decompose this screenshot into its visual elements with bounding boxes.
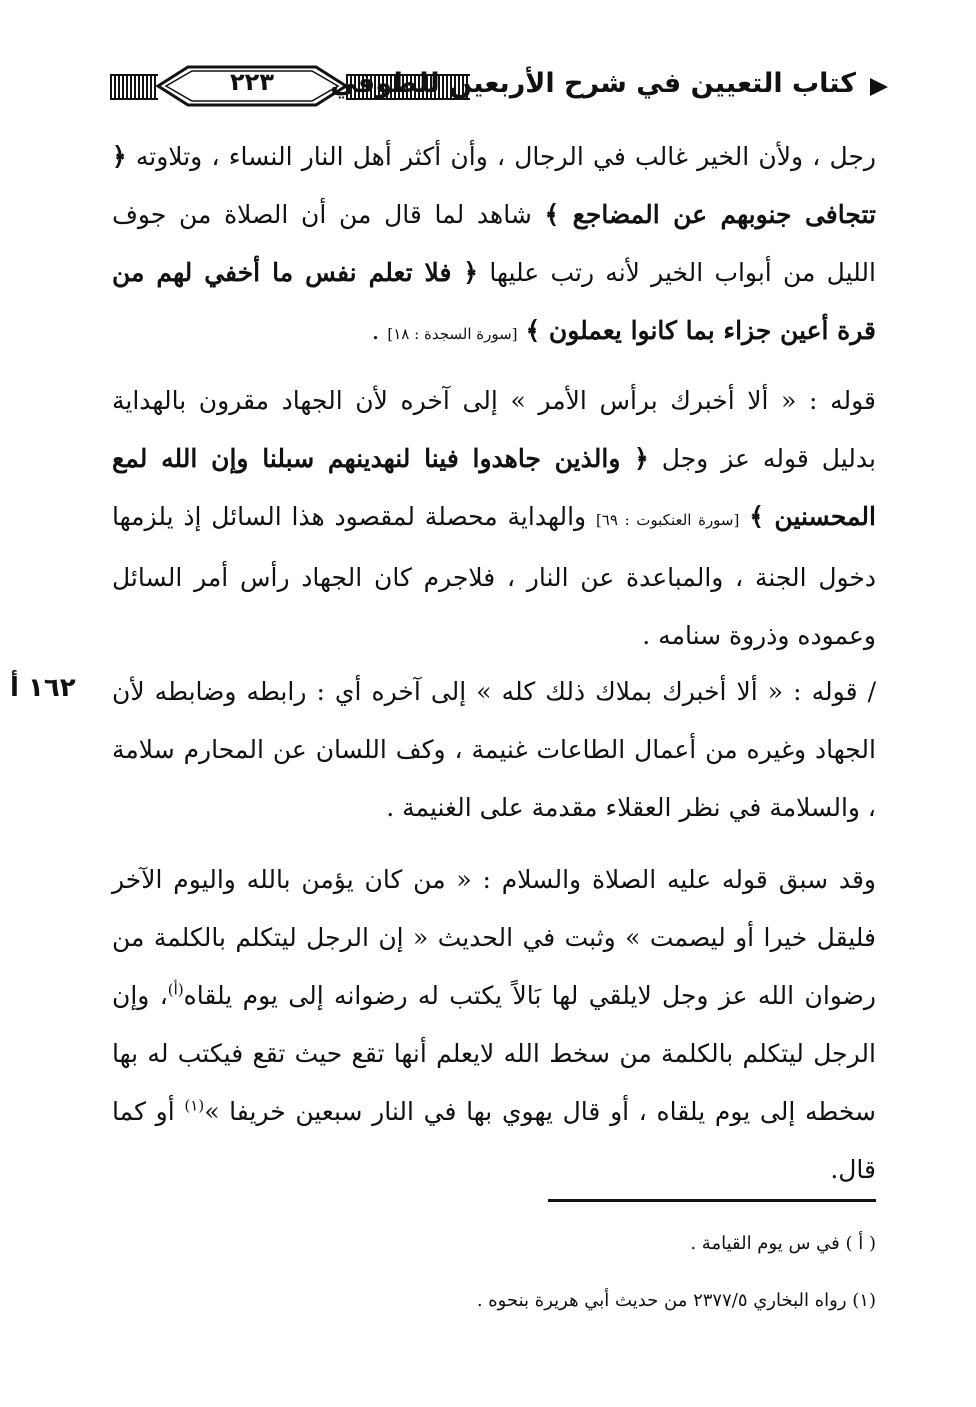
paragraph-text: . bbox=[371, 316, 380, 345]
paragraph-4 bbox=[112, 851, 876, 1199]
quran-verse: ﴿ والذين جاهدوا فينا لنهدينهم سبلنا وإن الله لمع المحسنين ﴾ bbox=[112, 444, 876, 531]
paragraph-3 bbox=[112, 663, 876, 837]
header-ornament-left bbox=[110, 74, 158, 100]
footnote-1: ( أ ) في س يوم القيامة . bbox=[690, 1233, 876, 1254]
paragraph-text: شاهد لما قال من أن الصلاة من جوف الليل من أبواب الخير لأنه رتب عليها bbox=[112, 200, 876, 287]
paragraph-text: وقد سبق قوله عليه الصلاة والسلام : « من كان يؤمن بالله واليوم الآخر فليقل خيرا أو ليصمت » وثبت في الحديث « إن الرجل ليتكلم بالكلمة من رضوان الله عز وجل لايلقي لها بَالاً يكتب له رضوانه إلى يوم يلقاه bbox=[112, 865, 876, 1010]
paragraph-text: قوله : « ألا أخبرك برأس الأمر » إلى آخره لأن الجهاد مقرون بالهداية بدليل قوله عز وجل bbox=[112, 386, 876, 473]
header-corner-icon bbox=[868, 76, 890, 98]
manuscript-folio-marker: ١٦٢ أ bbox=[10, 673, 76, 703]
footnote-divider bbox=[548, 1199, 876, 1202]
book-title: كتاب التعيين في شرح الأربعين للطوفي bbox=[330, 68, 856, 99]
paragraph-text: والهداية محصلة لمقصود هذا السائل إذ يلزمها دخول الجنة ، والمباعدة عن النار ، فلاجرم كان الجهاد رأس أمر السائل وعموده وذروة سنامه . bbox=[112, 502, 876, 650]
footnote-2: (١) رواه البخاري ٢٣٧٧/٥ من حديث أبي هريرة بنحوه . bbox=[476, 1290, 876, 1311]
paragraph-1 bbox=[112, 128, 876, 363]
page-number-frame bbox=[152, 64, 352, 108]
quran-verse: ﴿ تتجافى جنوبهم عن المضاجع ﴾ bbox=[112, 142, 877, 229]
verse-reference: [سورة العنكبوت : ٦٩] bbox=[595, 511, 740, 529]
page-header bbox=[110, 62, 890, 110]
paragraph-text: ، وإن الرجل ليتكلم بالكلمة من سخط الله لايعلم أنها تقع حيث تقع فيكتب له بها سخطه إلى يوم يلقاه ، أو قال يهوي بها في النار سبعين خريفا » bbox=[112, 981, 877, 1126]
verse-reference: [سورة السجدة : ١٨] bbox=[387, 325, 518, 343]
paragraph-text: أو كما قال. bbox=[112, 1097, 876, 1184]
paragraph-2 bbox=[112, 372, 876, 665]
quran-verse: ﴿ فلا تعلم نفس ما أخفي لهم من قرة أعين جزاء بما كانوا يعملون ﴾ bbox=[112, 258, 876, 345]
page-number: ٢٢٣ bbox=[230, 68, 274, 96]
paragraph-text: / قوله : « ألا أخبرك بملاك ذلك كله » إلى آخره أي : رابطه وضابطه لأن الجهاد وغيره من أعمال الطاعات غنيمة ، وكف اللسان عن المحارم سلامة ، والسلامة في نظر العقلاء مقدمة على الغنيمة . bbox=[112, 677, 876, 822]
footnote-marker: (١) bbox=[184, 1096, 205, 1115]
footnote-marker: (أ) bbox=[167, 980, 184, 999]
paragraph-text: رجل ، ولأن الخير غالب في الرجال ، وأن أكثر أهل النار النساء ، وتلاوته bbox=[135, 142, 876, 171]
